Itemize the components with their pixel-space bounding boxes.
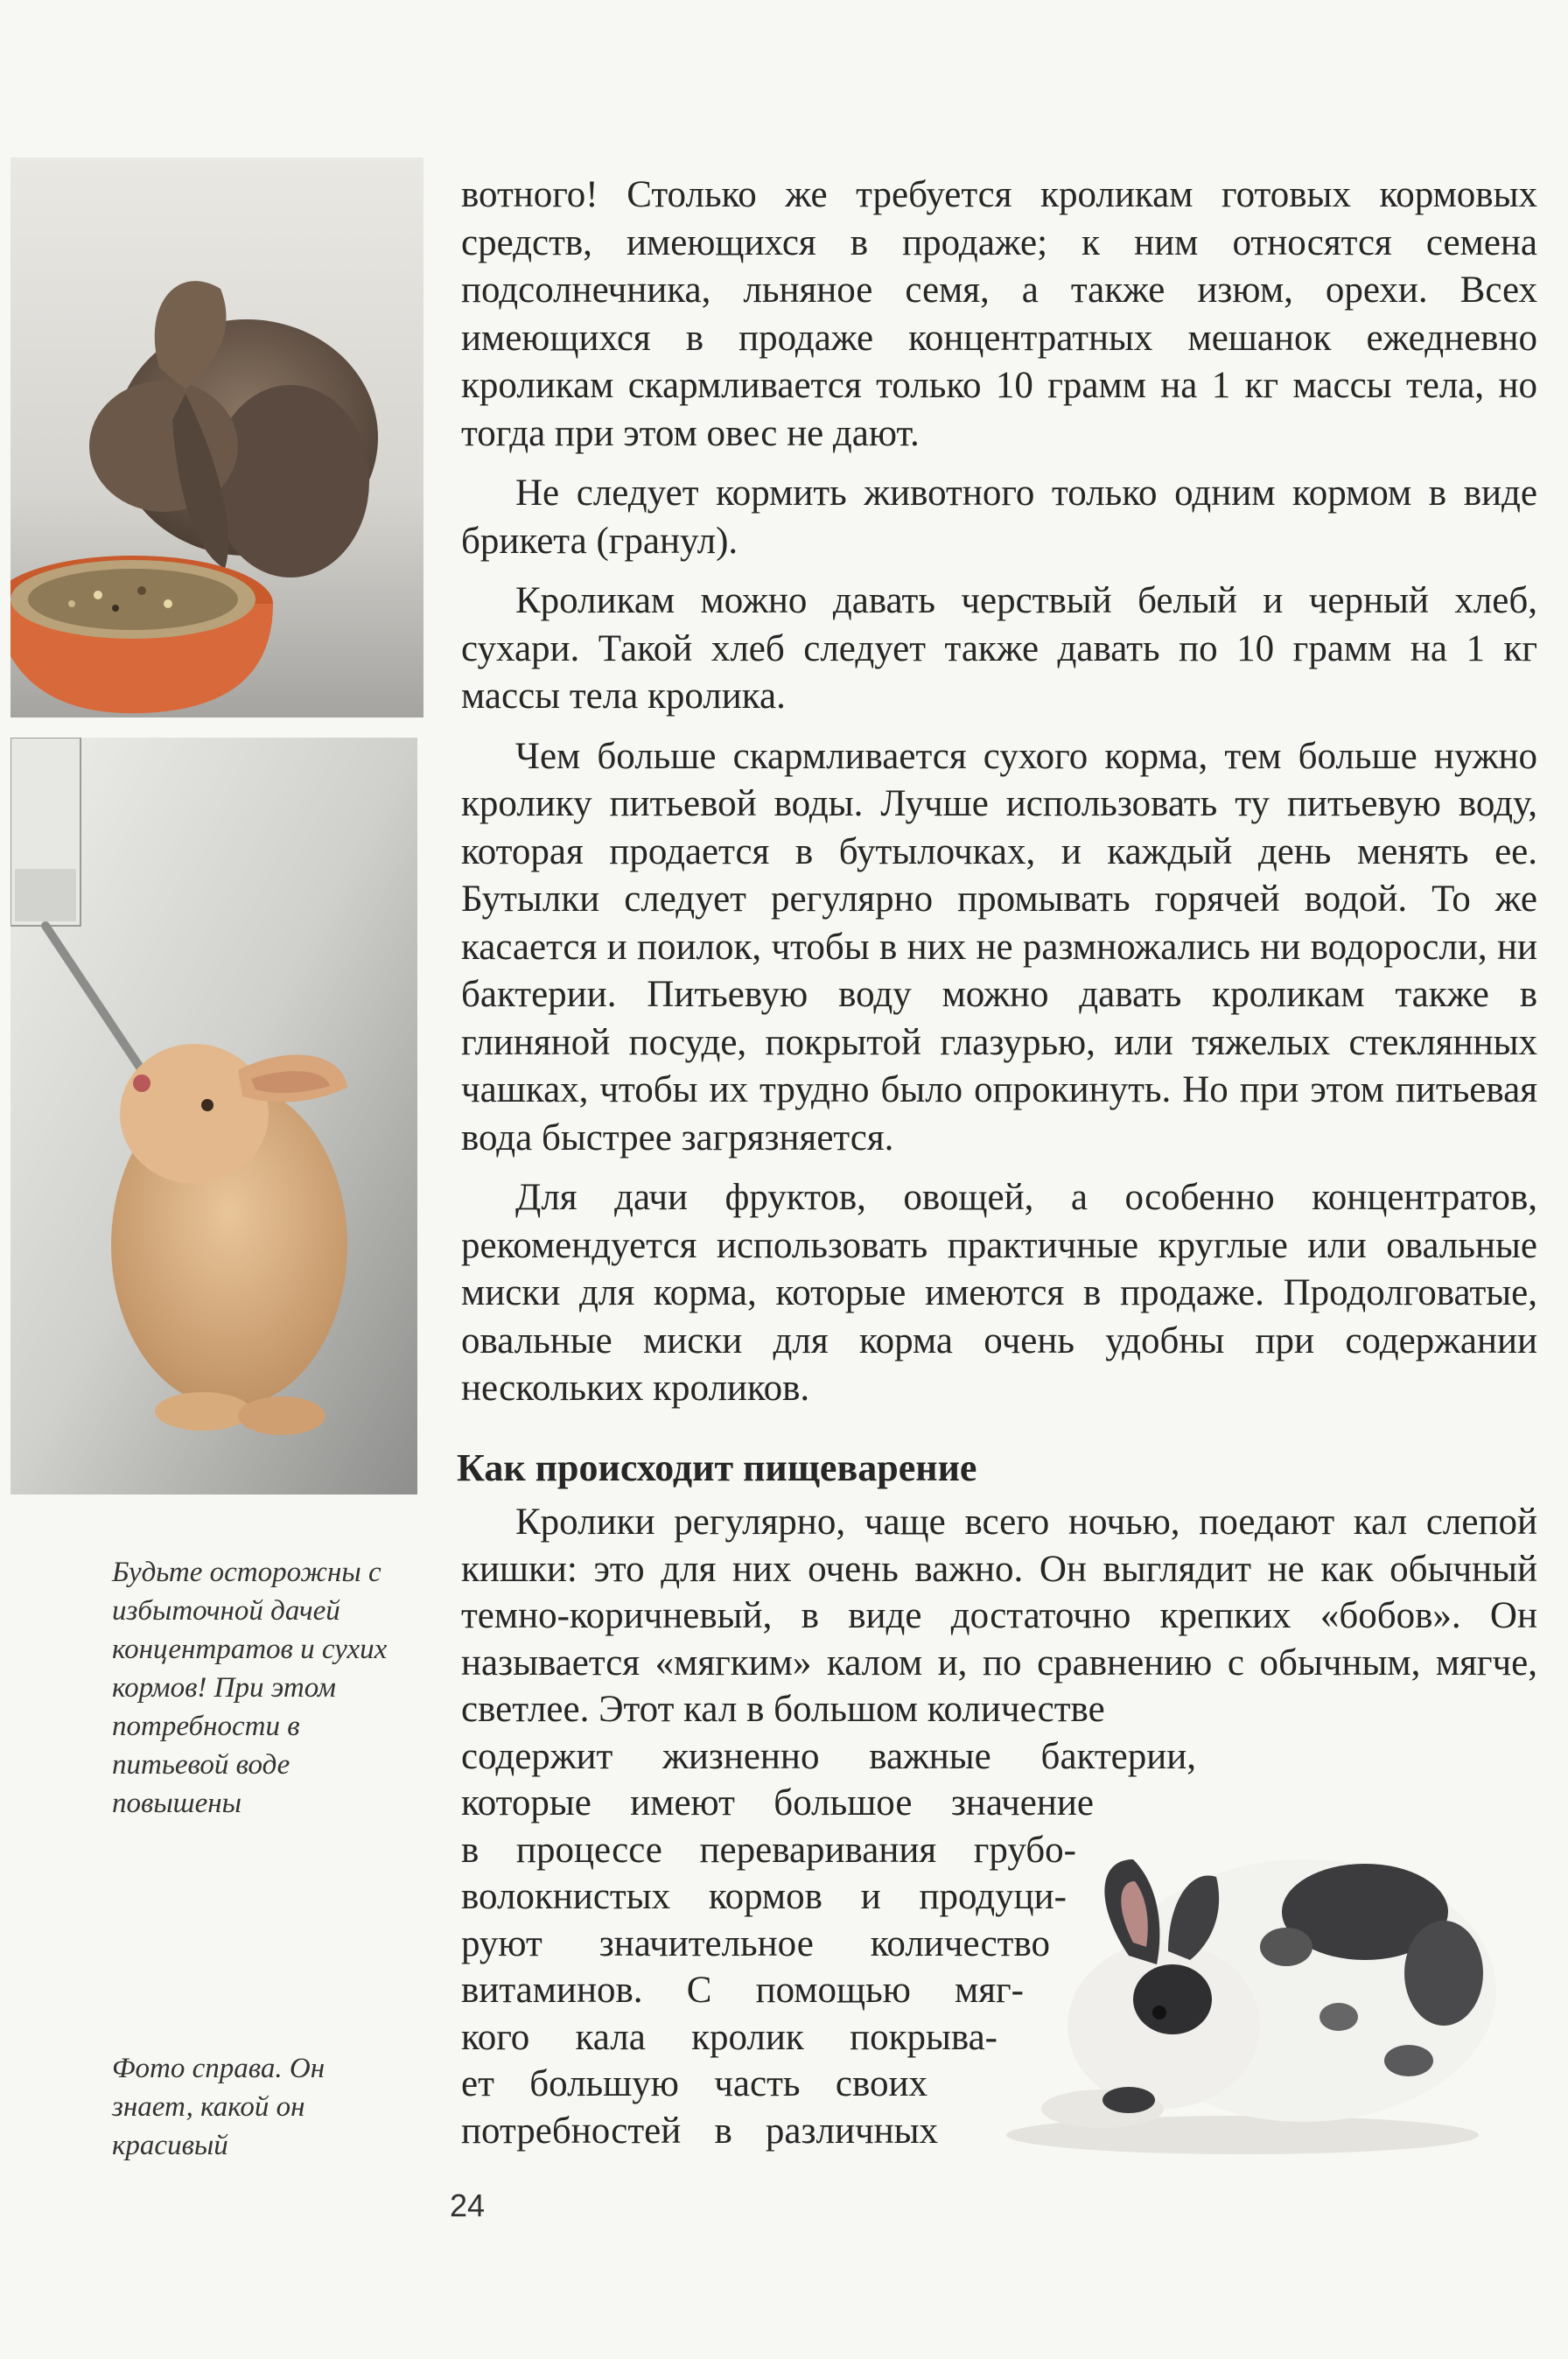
- main-body-text: [461, 172, 1537, 1413]
- section-intro: Кролики регулярно, чаще всего ночью, поедают кал слепой кишки: это для них очень важно. Он выглядит не как обычный темно-коричневый, в виде достаточно крепких «бобов». Он называется «мягким» калом и, по сравнению с обычным, мягче, светлее. Этот кал в большом количестве: [461, 1502, 1537, 1730]
- paragraph-4: Чем больше скармливается сухого корма, тем больше нужно кролику питьевой воды. Лучше использовать ту питьевую воду, которая продается в бутылочках, и каждый день менять ее. Бутылки следует регулярно промывать горячей водой. То же касается и поилок, чтобы в них не размножались ни водоросли, ни бактерии. Питьевую воду можно давать кроликам также в глиняной посуде, покрытой глазурью, или тяжелых стеклянных чашках, чтобы их трудно было опрокинуть. Но при этом питьевая вода быстрее загрязняется.: [461, 735, 1537, 1158]
- caption-warning: Будьте осторожны с избыточной дачей концентратов и сухих кормов! При этом потребности в питьевой воде повышены: [112, 1557, 388, 1819]
- wrap-line-9: потребностей в различных: [461, 2110, 938, 2152]
- rabbit-drinking-from-bottle-photo: [10, 738, 417, 1494]
- wrap-line-2: которые имеют большое значение: [461, 1782, 1094, 1824]
- paragraph-5: Для дачи фруктов, овощей, а особенно концентратов, рекомендуется использовать практичные круглые или овальные миски для корма, которые имеются в продаже. Продолговатые, овальные миски для корма очень удобны при содержании нескольких кроликов.: [461, 1177, 1537, 1409]
- rabbit-eating-from-bowl-photo: [10, 158, 424, 718]
- wrap-line-6: витаминов. С помощью мяг-: [461, 1970, 1024, 2011]
- paragraph-3: Кроликам можно давать черствый белый и черный хлеб, сухари. Такой хлеб следует также давать по 10 грамм на 1 кг массы тела кролика.: [461, 580, 1537, 717]
- paragraph-2: Не следует кормить животного только одним кормом в виде брикета (гранул).: [461, 472, 1537, 562]
- wrap-line-1: содержит жизненно важные бактерии,: [461, 1735, 1196, 1777]
- wrap-line-7: кого кала кролик покрыва-: [461, 2016, 998, 2058]
- page-number: 24: [450, 2188, 486, 2223]
- wrap-line-8: ет большую часть своих: [461, 2063, 928, 2104]
- paragraph-1: вотного! Столько же требуется кроликам готовых кормовых средств, имеющихся в продаже; к ним относятся семена подсолнечника, льняное семя, а также изюм, орехи. Всех имеющихся в продаже концентратных мешанок ежедневно кроликам скармливается только 10 грамм на 1 кг массы тела, но тогда при этом овес не дают.: [461, 174, 1537, 454]
- section-text: [461, 1499, 1537, 2154]
- section-heading: Как происходит пищеварение: [457, 1446, 977, 1489]
- caption-photo-right: Фото справа. Он знает, какой он красивый: [112, 2053, 326, 2161]
- wrap-line-3: в процессе переваривания грубо-: [461, 1829, 1076, 1871]
- wrap-line-5: руют значительное количество: [461, 1922, 1050, 1964]
- wrap-line-4: волокнистых кормов и продуци-: [461, 1876, 1067, 1917]
